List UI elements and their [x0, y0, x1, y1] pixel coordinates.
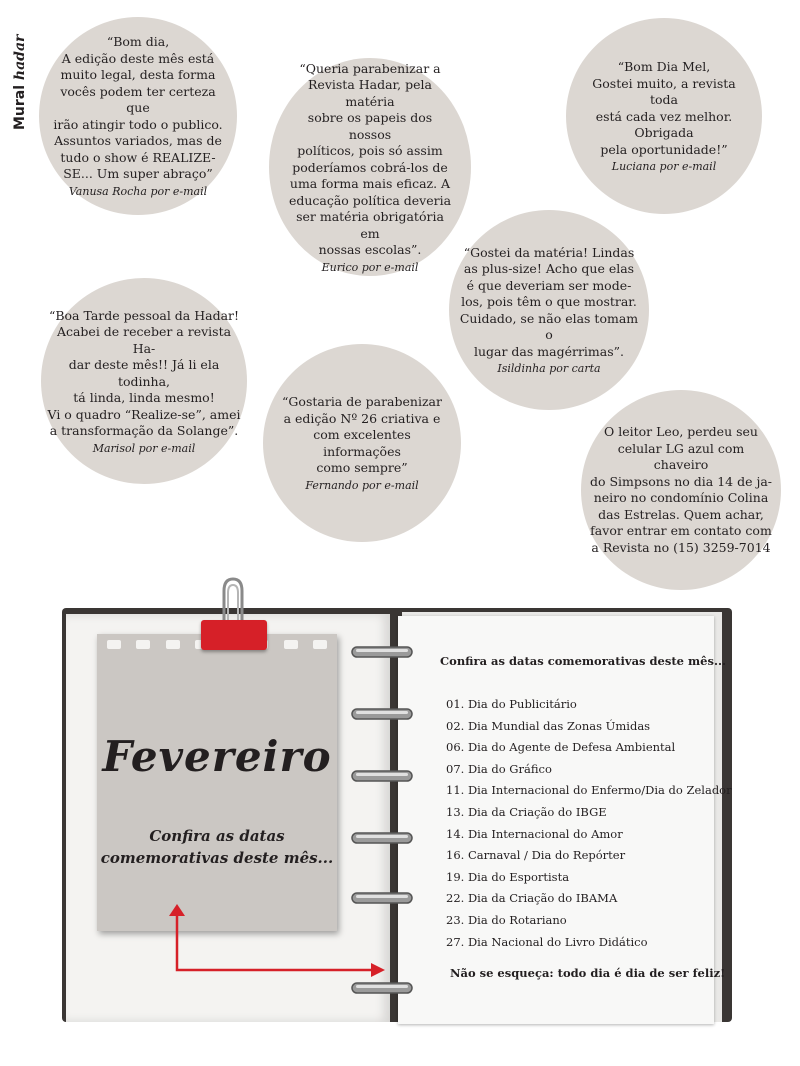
- letter-line: muito legal, desta forma: [60, 67, 216, 83]
- letter-line: dar deste mês!! Já li ela todinha,: [68, 357, 220, 389]
- letter-line: como sempre”: [316, 460, 408, 476]
- letter-line: do Simpsons no dia 14 de ja-: [589, 473, 773, 489]
- letter-line: Assuntos variados, mas de: [54, 133, 222, 149]
- letter-text: [285, 61, 455, 259]
- list-item: 13. Dia da Criação do IBGE: [446, 804, 607, 819]
- lost-notice-text: [589, 424, 773, 556]
- letter-bubble-isildinha: [449, 210, 649, 410]
- letter-line: está cada vez melhor. Obrigada: [595, 108, 733, 140]
- letter-line: com excelentes informações: [313, 427, 411, 459]
- letter-bubble-leo: [581, 390, 781, 590]
- letter-signature: Vanusa Rocha por e-mail: [68, 184, 208, 198]
- letter-line: Revista Hadar, pela matéria: [308, 77, 432, 109]
- letter-line: pela oportunidade!”: [600, 141, 728, 157]
- brand-logo-text: hadar: [12, 34, 28, 81]
- letter-line: educação política deveria: [288, 192, 452, 208]
- section-label-text: Mural: [12, 80, 28, 130]
- month-note: [97, 634, 337, 931]
- letter-line: as plus-size! Acho que elas: [463, 261, 635, 277]
- letter-text: [47, 308, 241, 440]
- month-title: Fevereiro: [102, 732, 332, 781]
- dates-footer: Não se esqueça: todo dia é dia de ser feliz!: [450, 966, 726, 980]
- letter-text: [275, 394, 449, 477]
- letter-line: tudo o show é REALIZE-: [60, 149, 216, 165]
- letter-text: [53, 34, 223, 183]
- letter-text: [459, 245, 639, 361]
- letter-bubble-vanusa: [39, 17, 237, 215]
- letter-line: a Revista no (15) 3259-7014: [591, 539, 771, 555]
- letter-line: vocês podem ter certeza que: [60, 83, 216, 116]
- spiral-ring-icon: [350, 828, 414, 848]
- letter-bubble-marisol: [41, 278, 247, 484]
- binder-clip-icon: [201, 620, 267, 650]
- section-label: [10, 30, 34, 130]
- letter-line: A edição deste mês está: [61, 50, 215, 66]
- letter-line: lugar das magérrimas”.: [473, 343, 625, 359]
- letter-line: nossas escolas”.: [318, 242, 422, 257]
- letter-line: neiro no condomínio Colina: [593, 490, 769, 505]
- letter-line: é que deveriam ser mode-: [466, 277, 632, 293]
- note-subtitle-line: Confira as datas: [149, 827, 285, 845]
- letter-line: favor entrar em contato com: [590, 523, 772, 538]
- letter-line: Acabei de receber a revista Ha-: [56, 324, 232, 356]
- list-item: 22. Dia da Criação do IBAMA: [446, 891, 618, 906]
- letter-line: “Gostei da matéria! Lindas: [463, 244, 635, 260]
- red-arrow-icon: [165, 900, 390, 980]
- list-item: 27. Dia Nacional do Livro Didático: [446, 934, 648, 949]
- letter-line: a transformação da Solange”.: [49, 423, 239, 438]
- spiral-ring-icon: [350, 704, 414, 724]
- letter-line: “Gostaria de parabenizar: [282, 394, 442, 410]
- list-item: 14. Dia Internacional do Amor: [446, 826, 623, 841]
- letter-signature: Eurico por e-mail: [321, 260, 419, 274]
- letter-line: “Boa Tarde pessoal da Hadar!: [48, 307, 240, 323]
- letter-signature: Isildinha por carta: [497, 362, 601, 376]
- letter-line: uma forma mais eficaz. A: [289, 176, 451, 191]
- letter-line: “Queria parabenizar a: [299, 60, 441, 76]
- letter-line: poderíamos cobrá-los de: [292, 159, 448, 175]
- commemorative-dates-list: [446, 694, 732, 953]
- note-subtitle: [97, 826, 337, 870]
- list-item: 07. Dia do Gráfico: [446, 761, 552, 776]
- letter-line: Gostei muito, a revista toda: [592, 75, 736, 107]
- letter-bubble-fernando: [263, 344, 461, 542]
- letter-line: sobre os papeis dos nossos: [307, 110, 433, 142]
- list-item: 01. Dia do Publicitário: [446, 697, 577, 711]
- list-item: 11. Dia Internacional do Enfermo/Dia do Zelador: [446, 783, 732, 798]
- list-item: 19. Dia do Esportista: [446, 869, 570, 884]
- list-item: 23. Dia do Rotariano: [446, 912, 567, 927]
- letter-line: irão atingir todo o publico.: [53, 116, 223, 132]
- letter-line: “Bom dia,: [106, 34, 170, 50]
- letter-line: “Bom Dia Mel,: [617, 59, 711, 74]
- letter-line: O leitor Leo, perdeu seu: [604, 424, 758, 439]
- letter-bubble-eurico: [269, 58, 471, 276]
- list-item: 06. Dia do Agente de Defesa Ambiental: [446, 740, 676, 755]
- spiral-ring-icon: [350, 766, 414, 786]
- letter-signature: Marisol por e-mail: [92, 441, 196, 455]
- spiral-ring-icon: [350, 642, 414, 662]
- spiral-ring-icon: [350, 978, 414, 998]
- letter-line: Cuidado, se não elas tomam o: [459, 310, 639, 343]
- letter-line: políticos, pois só assim: [297, 143, 443, 158]
- letter-line: los, pois têm o que mostrar.: [461, 294, 637, 310]
- list-item: 02. Dia Mundial das Zonas Úmidas: [446, 718, 651, 733]
- note-subtitle-line: comemorativas deste mês...: [100, 848, 334, 867]
- letter-line: a edição Nº 26 criativa e: [283, 410, 441, 426]
- letter-line: Vi o quadro “Realize-se”, amei: [47, 406, 241, 422]
- letter-signature: Fernando por e-mail: [305, 478, 419, 492]
- letter-text: [578, 59, 750, 158]
- letter-line: SE... Um super abraço”: [63, 166, 213, 182]
- letter-line: tá linda, linda mesmo!: [73, 390, 215, 405]
- letter-signature: Luciana por e-mail: [611, 160, 717, 173]
- letter-line: celular LG azul com chaveiro: [617, 440, 745, 472]
- letter-line: das Estrelas. Quem achar,: [598, 506, 764, 522]
- letter-line: ser matéria obrigatória em: [296, 209, 444, 241]
- dates-heading: Confira as datas comemorativas deste mês...: [440, 654, 726, 668]
- letter-bubble-luciana: [566, 18, 762, 214]
- list-item: 16. Carnaval / Dia do Repórter: [446, 848, 626, 863]
